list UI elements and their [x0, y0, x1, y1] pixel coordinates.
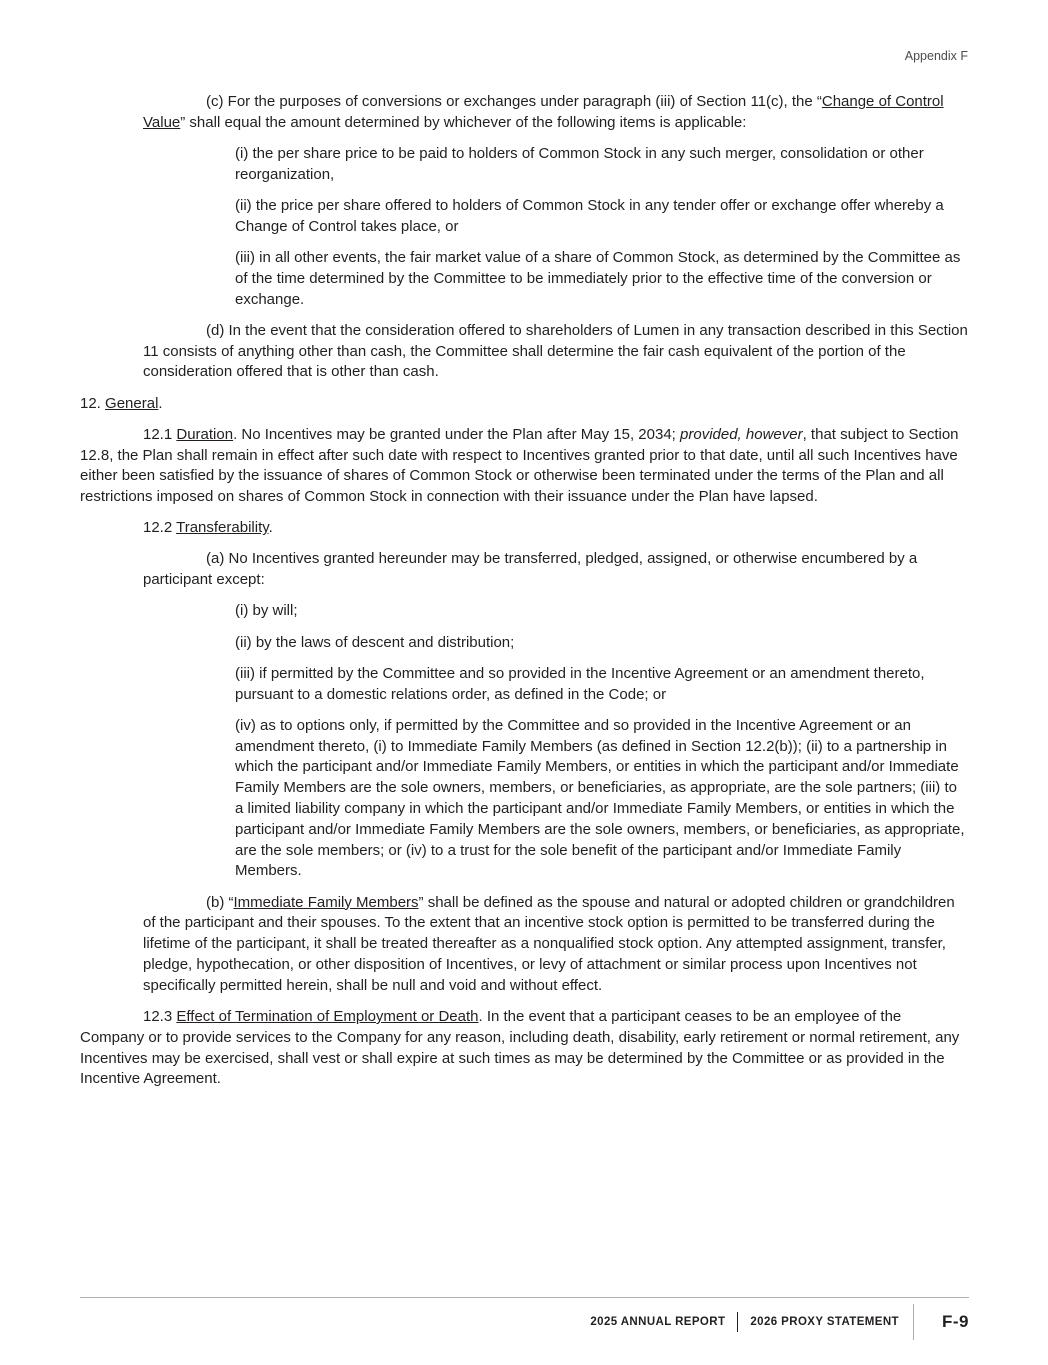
paragraph-c-iii: (iii) in all other events, the fair market value of a share of Common Stock, as determined by the Committee as of the time determined by the Committee to be immediately prior to the effective time of the conversion or exchange.: [235, 248, 961, 308]
page-footer: [590, 1310, 969, 1334]
section-12-2-title: Transferability: [176, 519, 269, 537]
paragraph-b: (b) “Immediate Family Members” shall be defined as the spouse and natural or adopted children or grandchildren of the participant and their spouses. To the extent that an incentive stock option is permitted to be transferred during the lifetime of the participant, it shall be treated thereafter as a nonqualified stock option. Any attempted assignment, transfer, pledge, hypothecation, or other disposition of Incentives, or levy of attachment or similar process upon Incentives not specifically permitted herein, shall be null and void and without effect.: [143, 893, 955, 994]
section-12-3-title: Effect of Termination of Employment or Death: [176, 1007, 479, 1025]
paragraph-a: (a) No Incentives granted hereunder may be transferred, pledged, assigned, or otherwise encumbered by a participant except:: [143, 550, 918, 589]
footer-proxy-statement: 2026 PROXY STATEMENT: [750, 1316, 899, 1328]
footer-page-separator: [913, 1304, 914, 1340]
paragraph-c-ii: (ii) the price per share offered to holders of Common Stock in any tender offer or exchange offer whereby a Change of Control takes place, or: [235, 196, 944, 235]
footer-separator: [737, 1312, 738, 1332]
paragraph-a-i: (i) by will;: [235, 602, 298, 620]
section-12-1-title: Duration: [176, 425, 234, 443]
document-body: [80, 92, 969, 1101]
section-12-1: 12.1 Duration. No Incentives may be granted under the Plan after May 15, 2034; provided, however, that subject to Section 12.8, the Plan shall remain in effect after such date with respect to Incentives granted prior to that date, until all such Incentives have either been satisfied by the issuance of shares of Common Stock or otherwise been terminated under the terms of the Plan and all restrictions imposed on shares of Common Stock in connection with their issuance under the Plan have lapsed.: [80, 425, 959, 506]
paragraph-d: (d) In the event that the consideration offered to shareholders of Lumen in any transaction described in this Section 11 consists of anything other than cash, the Committee shall determine the fair cash equivalent of the portion of the consideration offered that is other than cash.: [143, 321, 968, 381]
paragraph-c: (c) For the purposes of conversions or exchanges under paragraph (iii) of Section 11(c), the “Change of Control Value” shall equal the amount determined by whichever of the following items is applicable:: [143, 93, 944, 131]
paragraph-c-i: (i) the per share price to be paid to holders of Common Stock in any such merger, consolidation or other reorganization,: [235, 144, 924, 183]
paragraph-a-iv: (iv) as to options only, if permitted by the Committee and so provided in the Incentive Agreement or an amendment thereto, (i) to Immediate Family Members (as defined in Section 12.2(b)); (ii) to a partnership in which the participant and/or Immediate Family Members, or entities in which the participant and/or Immediate Family Members are the sole owners, members, or beneficiaries, as appropriate, are the sole partners; (iii) to a limited liability company in which the participant and/or Immediate Family Members, or entities in which the participant and/or Immediate Family Members are the sole owners, members, or beneficiaries, as appropriate, are the sole members; or (iv) to a trust for the sole benefit of the participant and/or Immediate Family Members.: [235, 716, 965, 880]
defined-term-change-of-control-value: Change of Control Value: [143, 93, 944, 131]
defined-term-immediate-family-members: Immediate Family Members: [233, 893, 419, 911]
section-12-2-heading: 12.2 Transferability.: [143, 519, 273, 537]
paragraph-a-ii: (ii) by the laws of descent and distribution;: [235, 633, 515, 651]
paragraph-a-iii: (iii) if permitted by the Committee and so provided in the Incentive Agreement or an amendment thereto, pursuant to a domestic relations order, as defined in the Code; or: [235, 664, 925, 703]
footer-annual-report: 2025 ANNUAL REPORT: [590, 1316, 726, 1328]
header-appendix-label: Appendix F: [904, 49, 968, 63]
section-12-3: 12.3 Effect of Termination of Employment or Death. In the event that a participant ceases to be an employee of the Company or to provide services to the Company for any reason, including death, disability, early retirement or normal retirement, any Incentives may be exercised, shall vest or shall expire at such times as may be determined by the Committee or as provided in the Incentive Agreement.: [80, 1007, 960, 1088]
page-number: F-9: [942, 1312, 969, 1331]
footer-divider: [80, 1297, 969, 1298]
provided-however-text: provided, however: [680, 425, 803, 443]
section-12-title: General: [105, 394, 159, 412]
section-12-heading: 12. General.: [80, 394, 163, 412]
